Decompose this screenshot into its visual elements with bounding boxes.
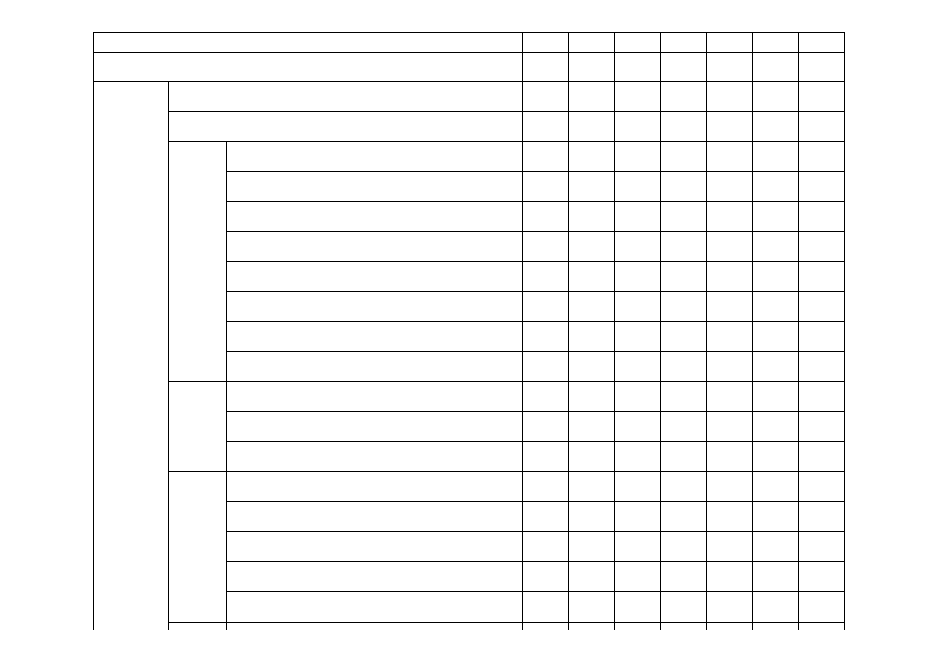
value-cell: [752, 561, 798, 591]
value-cell: [798, 321, 844, 351]
row-label: [226, 441, 522, 471]
row-label: [226, 501, 522, 531]
value-cell: [660, 591, 706, 622]
value-cell: [522, 591, 568, 622]
value-cell: [614, 531, 660, 561]
value-cell: [614, 441, 660, 471]
value-cell: [660, 411, 706, 441]
value-cell: [660, 321, 706, 351]
row-label: [226, 591, 522, 622]
row-label: [226, 291, 522, 321]
value-cell: [706, 52, 752, 81]
value-cell: [614, 351, 660, 381]
value-cell: [614, 52, 660, 81]
value-cell: [798, 201, 844, 231]
row-label: [226, 411, 522, 441]
row-label: [226, 531, 522, 561]
value-cell: [568, 561, 614, 591]
value-cell: [568, 591, 614, 622]
value-cell: [568, 261, 614, 291]
value-cell: [568, 531, 614, 561]
value-cell: [706, 411, 752, 441]
grid-line: [93, 32, 845, 33]
value-cell: [522, 201, 568, 231]
value-cell: [798, 561, 844, 591]
grid-line: [614, 32, 615, 630]
value-cell: [752, 591, 798, 622]
value-cell: [798, 441, 844, 471]
value-cell: [798, 141, 844, 171]
value-cell: [522, 321, 568, 351]
value-cell: [522, 32, 568, 52]
value-cell: [660, 231, 706, 261]
value-cell: [614, 201, 660, 231]
value-cell: [614, 561, 660, 591]
value-cell: [798, 471, 844, 501]
value-cell: [568, 441, 614, 471]
value-cell: [798, 32, 844, 52]
value-cell: [752, 171, 798, 201]
value-cell: [568, 111, 614, 141]
value-cell: [752, 381, 798, 411]
value-cell: [660, 561, 706, 591]
value-cell: [752, 141, 798, 171]
value-cell: [614, 231, 660, 261]
value-cell: [660, 52, 706, 81]
value-cell: [614, 291, 660, 321]
value-cell: [706, 171, 752, 201]
value-cell: [568, 141, 614, 171]
value-cell: [568, 201, 614, 231]
value-cell: [798, 291, 844, 321]
value-cell: [706, 32, 752, 52]
row-label: [168, 81, 522, 111]
value-cell: [568, 381, 614, 411]
value-cell: [798, 501, 844, 531]
grid-line: [226, 141, 227, 630]
value-cell: [522, 411, 568, 441]
value-cell: [706, 141, 752, 171]
value-cell: [568, 321, 614, 351]
value-cell: [568, 171, 614, 201]
value-cell: [660, 351, 706, 381]
value-cell: [660, 261, 706, 291]
value-cell: [522, 261, 568, 291]
value-cell: [706, 231, 752, 261]
grid-line: [168, 381, 845, 382]
value-cell: [522, 561, 568, 591]
row-label: [226, 381, 522, 411]
value-cell: [660, 111, 706, 141]
row-label: [226, 171, 522, 201]
value-cell: [798, 111, 844, 141]
value-cell: [568, 231, 614, 261]
row-label: [226, 231, 522, 261]
value-cell: [798, 351, 844, 381]
value-cell: [614, 411, 660, 441]
value-cell: [568, 32, 614, 52]
row-label: [93, 32, 522, 52]
value-cell: [752, 411, 798, 441]
row-label: [226, 261, 522, 291]
value-cell: [568, 81, 614, 111]
value-cell: [752, 471, 798, 501]
value-cell: [522, 381, 568, 411]
value-cell: [706, 441, 752, 471]
value-cell: [660, 171, 706, 201]
value-cell: [706, 561, 752, 591]
value-cell: [568, 351, 614, 381]
value-cell: [798, 531, 844, 561]
row-label: [226, 471, 522, 501]
row-label: [226, 201, 522, 231]
value-cell: [614, 111, 660, 141]
value-cell: [752, 291, 798, 321]
row-label: [226, 561, 522, 591]
value-cell: [798, 52, 844, 81]
value-cell: [614, 321, 660, 351]
value-cell: [614, 591, 660, 622]
value-cell: [568, 411, 614, 441]
value-cell: [522, 171, 568, 201]
value-cell: [752, 32, 798, 52]
value-cell: [706, 501, 752, 531]
value-cell: [614, 471, 660, 501]
value-cell: [568, 52, 614, 81]
grid-line: [93, 81, 845, 82]
value-cell: [568, 471, 614, 501]
value-cell: [614, 32, 660, 52]
grid-line: [844, 32, 845, 630]
value-cell: [660, 32, 706, 52]
value-cell: [522, 291, 568, 321]
value-cell: [752, 501, 798, 531]
value-cell: [522, 141, 568, 171]
value-cell: [522, 501, 568, 531]
value-cell: [798, 231, 844, 261]
value-cell: [614, 81, 660, 111]
value-cell: [752, 52, 798, 81]
value-cell: [522, 441, 568, 471]
grid-line: [568, 32, 569, 630]
value-cell: [522, 52, 568, 81]
value-cell: [660, 471, 706, 501]
row-label: [226, 321, 522, 351]
value-cell: [798, 591, 844, 622]
value-cell: [798, 381, 844, 411]
value-cell: [752, 531, 798, 561]
value-cell: [706, 591, 752, 622]
grid-line: [168, 111, 845, 112]
value-cell: [706, 81, 752, 111]
value-cell: [660, 291, 706, 321]
value-cell: [568, 291, 614, 321]
value-cell: [660, 81, 706, 111]
value-cell: [568, 501, 614, 531]
grid-line: [522, 32, 523, 630]
grid-line: [752, 32, 753, 630]
grid-line: [168, 81, 169, 630]
value-cell: [522, 111, 568, 141]
value-cell: [660, 141, 706, 171]
value-cell: [660, 381, 706, 411]
value-cell: [706, 351, 752, 381]
value-cell: [522, 81, 568, 111]
value-cell: [614, 381, 660, 411]
value-cell: [752, 351, 798, 381]
grid-line: [706, 32, 707, 630]
value-cell: [660, 531, 706, 561]
row-label: [168, 111, 522, 141]
grid-line: [168, 622, 845, 623]
value-cell: [752, 441, 798, 471]
value-cell: [614, 261, 660, 291]
value-cell: [798, 171, 844, 201]
value-cell: [706, 381, 752, 411]
value-cell: [522, 531, 568, 561]
value-cell: [614, 171, 660, 201]
value-cell: [798, 411, 844, 441]
grid-line: [168, 141, 845, 142]
value-cell: [706, 261, 752, 291]
value-cell: [752, 111, 798, 141]
value-cell: [660, 441, 706, 471]
value-cell: [706, 111, 752, 141]
value-cell: [660, 501, 706, 531]
value-cell: [706, 471, 752, 501]
grid-line: [93, 52, 845, 53]
value-cell: [614, 501, 660, 531]
grid-line: [798, 32, 799, 630]
value-cell: [706, 531, 752, 561]
value-cell: [522, 351, 568, 381]
value-cell: [706, 321, 752, 351]
value-cell: [752, 81, 798, 111]
value-cell: [752, 321, 798, 351]
value-cell: [752, 201, 798, 231]
value-cell: [706, 291, 752, 321]
grid-line: [168, 471, 845, 472]
grid-line: [93, 32, 94, 630]
row-label: [226, 141, 522, 171]
value-cell: [798, 261, 844, 291]
row-label: [93, 52, 522, 81]
value-cell: [522, 471, 568, 501]
value-cell: [798, 81, 844, 111]
row-label: [226, 351, 522, 381]
value-cell: [614, 141, 660, 171]
value-cell: [522, 231, 568, 261]
value-cell: [660, 201, 706, 231]
value-cell: [752, 261, 798, 291]
value-cell: [706, 201, 752, 231]
grid-line: [660, 32, 661, 630]
value-cell: [752, 231, 798, 261]
